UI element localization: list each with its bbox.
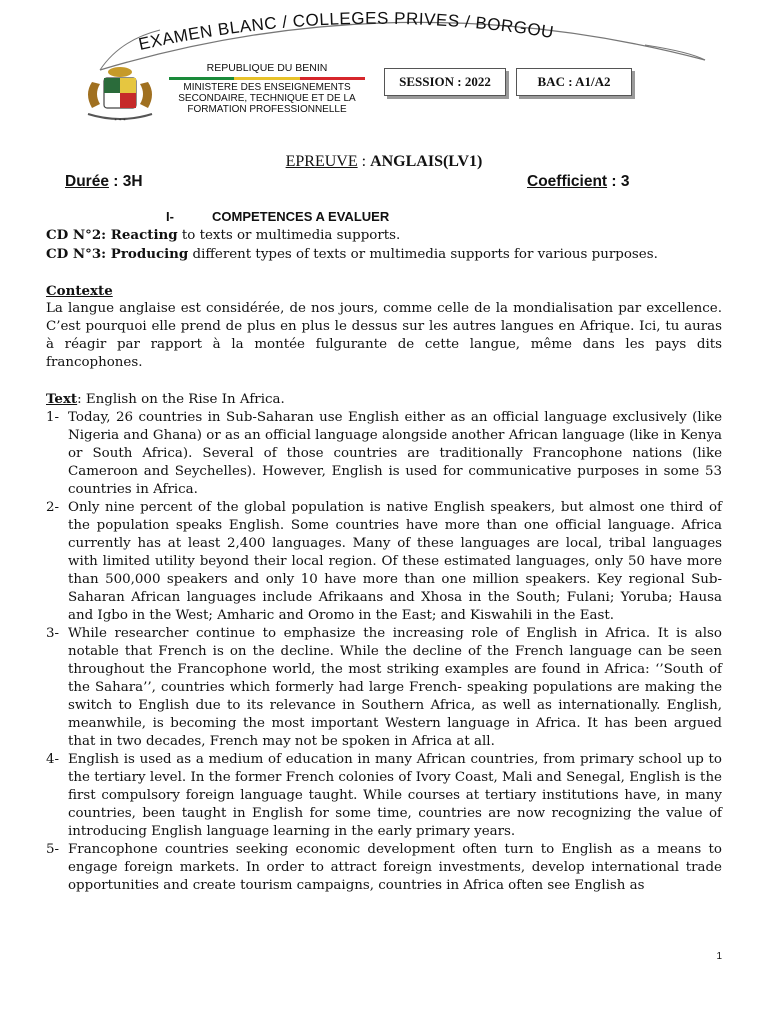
ministry-line-1: MINISTERE DES ENSEIGNEMENTS: [183, 82, 351, 93]
section-title: COMPETENCES A EVALUER: [212, 209, 390, 224]
ministry-line-2: SECONDAIRE, TECHNIQUE ET DE LA: [178, 93, 356, 104]
bac-box: BAC : A1/A2: [516, 68, 632, 96]
paragraph-number: 3-: [46, 626, 60, 641]
flag-green: [169, 77, 234, 80]
epreuve-sep: :: [357, 153, 371, 170]
cd2-line: [46, 226, 722, 245]
flag-red: [300, 77, 365, 80]
paragraph-number: 2-: [46, 500, 60, 515]
text-title: : English on the Rise In Africa.: [77, 392, 285, 407]
text-paragraphs: [46, 409, 722, 895]
text-label: Text: [46, 391, 78, 407]
flag-stripe: [169, 77, 365, 80]
duration-value: : 3H: [108, 173, 143, 190]
cd3-text: different types of texts or multimedia supports for various purposes.: [188, 247, 658, 262]
paragraph-3: [46, 625, 722, 751]
contexte-body: La langue anglaise est considérée, de nos jours, comme celle de la mondialisation par excellence. C’est pourquoi elle prend de plus en plus le dessus sur les autres langues en Afrique. Ici, tu auras à réagir par rapport à la montée fulgurante de cette langue, même dans les pays dits francophones.: [46, 301, 722, 370]
coefficient-value: : 3: [607, 173, 630, 190]
exam-content: [46, 208, 722, 895]
cd2-text: to texts or multimedia supports.: [177, 228, 401, 243]
coefficient: [527, 173, 630, 191]
paragraph-body: Only nine percent of the global population is native English speakers, but almost one third of the population speaks English. Some countries have more than one official language. Africa currently has at least 2,400 languages. Many of these languages are local, tribal languages with limited utility beyond their local region. Of these estimated languages, only 50 have more than 500,000 speakers and only 10 have more than one million speakers. Key regional Sub-Saharan African languages include Afrikaans and Xhosa in the South; Fulani; Yoruba; Hausa and Igbo in the West; Amharic and Oromo in the East; and Kiswahili in the East.: [68, 500, 722, 623]
paragraph-number: 5-: [46, 842, 60, 857]
benin-coat-of-arms-icon: [78, 64, 162, 124]
paragraph-2: [46, 499, 722, 625]
epreuve-label: EPREUVE: [285, 153, 358, 170]
epreuve-line: [0, 153, 768, 171]
ministry-line-3: FORMATION PROFESSIONNELLE: [187, 104, 347, 115]
arc-title-text: EXAMEN BLANC / COLLEGES PRIVES / BORGOU: [136, 8, 556, 54]
republic-block: [168, 58, 366, 128]
duration: [65, 173, 143, 191]
svg-text:EXAMEN BLANC / COLLEGES PRIVE: [137, 9, 555, 54]
coefficient-label: Coefficient: [527, 173, 608, 190]
cd3-line: [46, 245, 722, 264]
contexte-heading: Contexte: [46, 283, 113, 299]
epreuve-subject: ANGLAIS(LV1): [370, 153, 483, 170]
cd3-label: CD N°3: Producing: [46, 246, 189, 262]
svg-text:✶ ✶ ✶: ✶ ✶ ✶: [113, 117, 127, 122]
paragraph-4: [46, 751, 722, 841]
duration-label: Durée: [65, 173, 109, 190]
paragraph-body: While researcher continue to emphasize the increasing role of English in Africa. It is also notable that French is on the decline. While the decline of the French language can be seen throughout the Francophone world, the most striking examples are found in Africa: ‘’South of the Sahara’’, countries which formerly had large French- speaking populations are making the switch to English due to its relevance in Southern Africa, as well as internationally. English, meanwhile, is becoming the most important Western language in Africa. It has been argued that in two decades, French may not be spoken in Africa at all.: [68, 626, 722, 749]
competences-heading: [166, 208, 722, 226]
flag-yellow: [234, 77, 299, 80]
republic-name: REPUBLIQUE DU BENIN: [206, 62, 328, 74]
paragraph-number: 4-: [46, 752, 60, 767]
paragraph-body: Francophone countries seeking economic development often turn to English as a means to engage foreign markets. In order to attract foreign investments, develop international trade opportunities and create tourism campaigns, countries in Africa often see English as: [68, 842, 722, 893]
paragraph-body: English is used as a medium of education in many African countries, from primary school up to the tertiary level. In the former French colonies of Ivory Coast, Mali and Senegal, English is the first compulsory foreign language taught. While courses at tertiary institutions have, in many countries, been taught in English for some time, countries are now recognizing the value of introducing English language learning in the early primary years.: [68, 752, 722, 839]
text-title-line: [46, 390, 722, 409]
paragraph-body: Today, 26 countries in Sub-Saharan use English either as an official language exclusively (like Nigeria and Ghana) or as an official language alongside another African language (like in Kenya or South Africa). Several of those countries are traditionally Francophone nations (like Cameroon and Seychelles). However, English is used for communicative purposes in some 53 countries in Africa.: [68, 410, 722, 497]
paragraph-5: [46, 841, 722, 895]
paragraph-1: [46, 409, 722, 499]
page-number: 1: [716, 951, 722, 962]
section-number: I-: [166, 209, 174, 224]
paragraph-number: 1-: [46, 410, 60, 425]
session-box: SESSION : 2022: [384, 68, 506, 96]
cd2-label: CD N°2: Reacting: [46, 227, 178, 243]
